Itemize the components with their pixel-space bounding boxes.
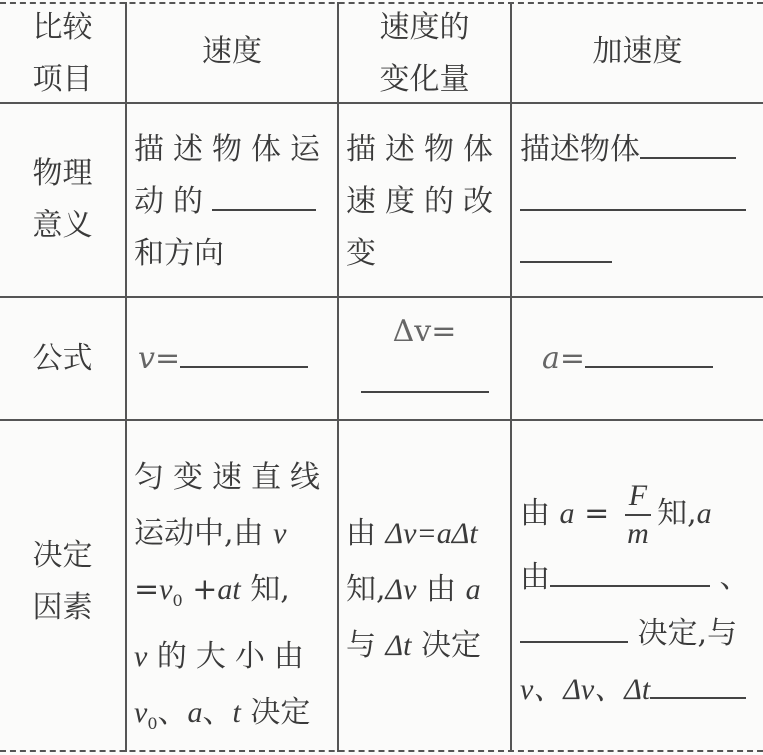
- velocity-meaning-line3: 和方向: [134, 236, 224, 271]
- velocity-meaning-blank[interactable]: [212, 179, 316, 211]
- label-formula: 公式: [32, 341, 93, 376]
- accel-factors-line3: [520, 606, 760, 662]
- change-formula-blank[interactable]: [361, 361, 489, 393]
- separator: 、: [157, 695, 188, 730]
- change-factors-l1-text: 由: [346, 516, 376, 551]
- var-dt: Δt: [385, 629, 412, 662]
- accel-formula-text: a=: [542, 341, 586, 376]
- change-factors-l3-with: 与: [346, 628, 376, 663]
- var-v0: v: [134, 696, 148, 729]
- velocity-formula-text: v=: [138, 341, 181, 376]
- label-meaning-line2: 意义: [32, 208, 93, 243]
- accel-meaning-line3: [520, 228, 760, 280]
- col-divider-1: [125, 2, 127, 752]
- var-v0: v: [159, 573, 173, 606]
- separator: 、: [202, 695, 233, 730]
- header-acceleration: 加速度: [592, 34, 683, 69]
- change-formula: [339, 306, 510, 410]
- change-meaning-line2: 速度的改: [346, 184, 502, 219]
- header-compare-line2: 项目: [32, 62, 93, 97]
- change-factors-l3-text: 决定: [421, 628, 482, 663]
- formula-dv-a-dt: Δv=aΔt: [385, 517, 478, 550]
- accel-meaning-blank-3[interactable]: [520, 231, 612, 263]
- accel-meaning-blank-1[interactable]: [640, 127, 736, 159]
- col-divider-3: [510, 2, 512, 752]
- velocity-factors-line4: [134, 629, 334, 685]
- accel-formula-blank[interactable]: [585, 336, 713, 368]
- var-t: t: [232, 696, 241, 729]
- velocity-factors-l2-text: 运动中,由: [134, 516, 264, 551]
- accel-meaning-text: 描述物体: [520, 132, 640, 167]
- label-factors-line1: 决定: [32, 538, 93, 573]
- header-change-line1: 速度的: [379, 10, 470, 45]
- accel-meaning-line1: [520, 124, 760, 176]
- velocity-factors-line1: 匀变速直线: [134, 460, 329, 495]
- table-bottom-border: [0, 750, 763, 752]
- header-velocity-change: [339, 2, 510, 106]
- var-a: a: [465, 573, 481, 606]
- velocity-formula: [138, 333, 334, 385]
- var-a: a: [187, 696, 203, 729]
- accel-meaning: [520, 124, 760, 280]
- change-meaning-line1: 描述物体: [346, 132, 502, 167]
- accel-formula: [542, 333, 760, 385]
- var-a: a: [559, 497, 575, 530]
- change-formula-text: Δv=: [392, 314, 457, 349]
- change-meaning: [346, 124, 510, 280]
- denominator-m: m: [627, 517, 649, 550]
- change-factors-l2-text: 知,: [346, 572, 386, 607]
- accel-factors: [520, 478, 760, 718]
- change-factors-l2-by: 由: [426, 572, 457, 607]
- plus-sign: +: [192, 572, 218, 607]
- accel-factors-l2-text: 由: [520, 560, 550, 595]
- label-factors-line2: 因素: [32, 590, 93, 625]
- meaning-row-divider: [0, 296, 763, 298]
- separator: 、: [719, 560, 750, 595]
- header-compare-item: [0, 2, 125, 106]
- accel-factors-l3-text: 决定,与: [637, 616, 738, 651]
- change-factors: [346, 506, 510, 674]
- velocity-factors-l4-text: 的大小由: [156, 639, 313, 674]
- velocity-factors-line2: [134, 506, 334, 562]
- velocity-factors-l5-text: 决定: [250, 695, 311, 730]
- header-change-line2: 变化量: [379, 62, 470, 97]
- accel-factors-line1: [520, 478, 760, 550]
- numerator-f: F: [625, 478, 651, 516]
- label-physical-meaning: [0, 148, 125, 252]
- velocity-formula-blank[interactable]: [180, 336, 308, 368]
- var-v: v: [273, 517, 287, 550]
- accel-factors-line2: [520, 550, 760, 606]
- velocity-meaning-line2: [134, 176, 334, 228]
- header-compare-line1: 比较: [32, 10, 93, 45]
- change-factors-line3: [346, 618, 510, 674]
- accel-factors-l1-text: 由: [520, 496, 550, 531]
- vars-v-dv-dt: v、Δv、Δt: [520, 673, 651, 706]
- accel-meaning-blank-2[interactable]: [520, 179, 746, 211]
- label-meaning-line1: 物理: [32, 156, 93, 191]
- subscript-0: 0: [172, 591, 183, 610]
- accel-factors-blank-1[interactable]: [550, 555, 710, 587]
- velocity-meaning-line1: 描述物体运: [134, 132, 329, 167]
- equals-sign: =: [134, 572, 160, 607]
- change-formula-line2: [339, 358, 510, 410]
- fraction-f-over-m: [625, 478, 651, 552]
- var-a: a: [696, 497, 712, 530]
- velocity-meaning-text: 动的: [134, 184, 212, 219]
- formula-row-divider: [0, 419, 763, 421]
- change-factors-line1: [346, 506, 510, 562]
- subscript-0: 0: [147, 714, 158, 733]
- change-factors-line2: [346, 562, 510, 618]
- accel-factors-blank-3[interactable]: [650, 667, 746, 699]
- header-velocity: 速度: [202, 34, 262, 69]
- accel-factors-line4: [520, 662, 760, 718]
- velocity-factors-line5: [134, 685, 334, 752]
- var-at: at: [217, 573, 241, 606]
- var-dv: Δv: [385, 573, 417, 606]
- velocity-meaning: [134, 124, 334, 280]
- velocity-factors-l3-text: 知,: [250, 572, 290, 607]
- accel-factors-l1-know: 知,: [657, 496, 697, 531]
- accel-factors-blank-2[interactable]: [520, 611, 628, 643]
- var-v: v: [134, 640, 148, 673]
- equals-sign: =: [584, 496, 610, 531]
- velocity-factors-line3: [134, 562, 334, 629]
- accel-meaning-line2: [520, 176, 760, 228]
- change-meaning-line3: 变: [346, 236, 385, 271]
- label-determining-factors: [0, 530, 125, 634]
- velocity-factors: [134, 450, 334, 752]
